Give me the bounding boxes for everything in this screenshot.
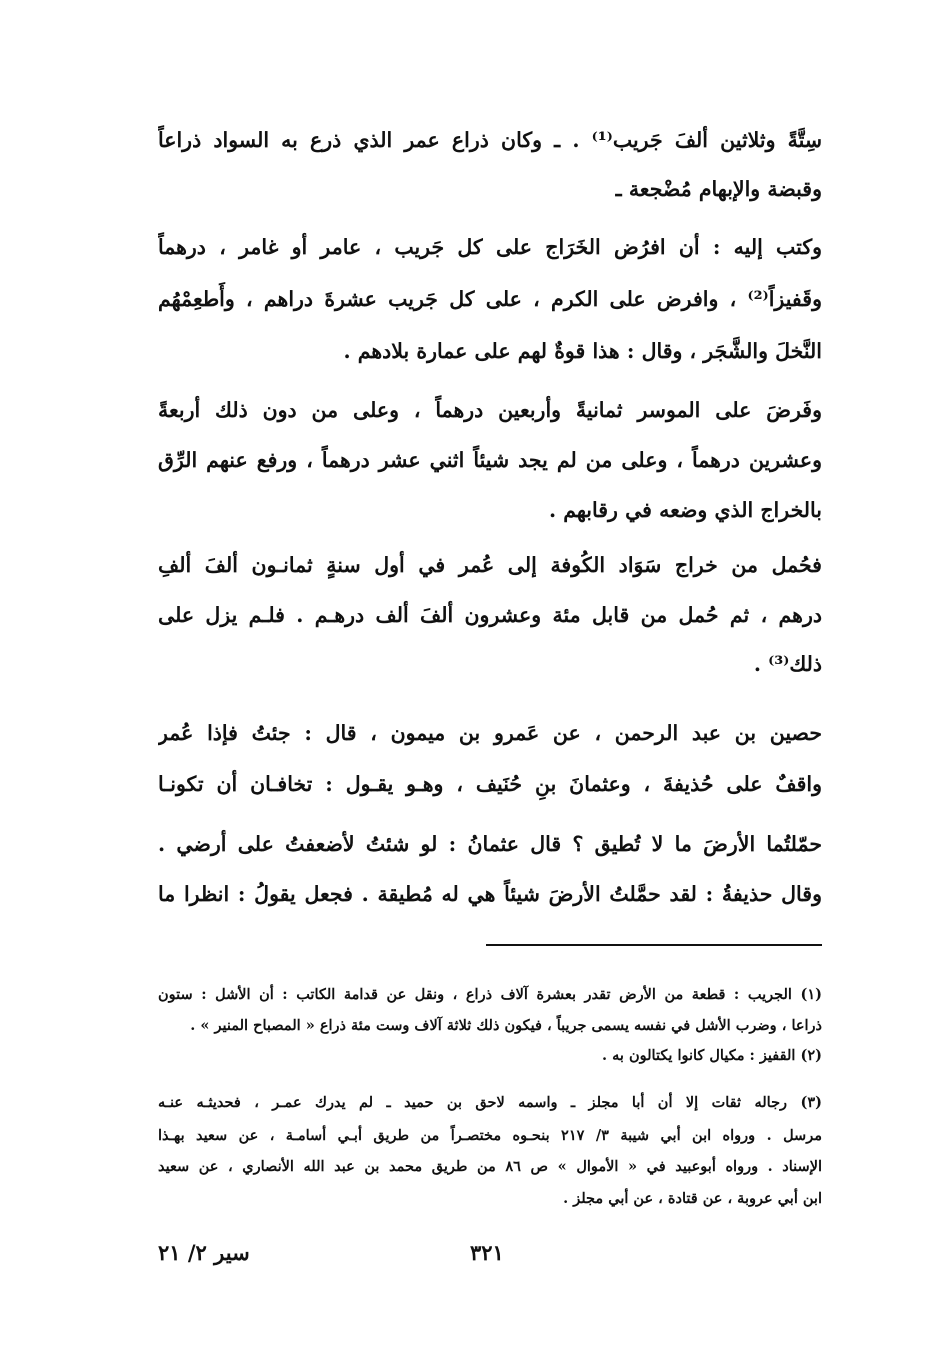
footnote-line: مرسل . ورواه ابن أبي شيبة ٣/ ٢١٧ بنحـوه مختصـراً من طريق أبـي أسامـة ، عن سعيد بهـذا: [158, 1127, 822, 1144]
body-line: وكتب إليه : أن افرُض الخَرَاج على كل جَريب ، عامر أو غامر ، درهماً: [158, 235, 822, 259]
body-line: بالخراج الذي وضعه في رقابهم .: [548, 498, 822, 522]
footnote-line: ابن أبي عروبة ، عن قتادة ، عن أبي مجلز .: [563, 1190, 822, 1207]
body-line: وعشرين درهماً ، وعلى من لم يجد شيئاً اثني عشر درهماً ، ورفع عنهم الرِّق: [158, 448, 822, 472]
footnote-line: (٢) القفيز : مكيال كانوا يكتالون به .: [602, 1047, 822, 1064]
body-line: حمّلتُما الأرضَ ما لا تُطيق ؟ قال عثمانُ : لو شئتُ لأضعفتُ على أرضي .: [158, 832, 822, 856]
body-line: فحُمل من خراج سَوَاد الكُوفة إلى عُمر في أول سنةٍ ثمانـون ألفَ ألفِ: [158, 553, 822, 577]
footnote-line: ذراعا ، وضرب الأشل في نفسه يسمى جريباً ، فيكون ذلك ثلاثة آلاف وست مئة ذراع « المصباح المنير » .: [190, 1017, 822, 1034]
body-line: حصين بن عبد الرحمن ، عن عَمرو بن ميمون ، قال : جئتُ فإذا عُمر: [158, 721, 822, 745]
body-line: وقَفيزاً⁽²⁾ ، وافرض على الكرم ، على كل جَريب عشرةَ دراهم ، وأَطعِمْهُم: [158, 287, 822, 311]
body-line: درهم ، ثم حُمل من قابل مئة وعشرون ألفَ ألف درهـم . فلـم يزل على: [158, 603, 822, 627]
body-line: وفَرضَ على الموسر ثمانيةً وأربعين درهماً ، وعلى من دون ذلك أربعةً: [158, 398, 822, 422]
body-line: النَّخلَ والشَّجَر ، وقال : هذا قوةٌ لهم على عمارة بلادهم .: [343, 339, 822, 363]
signature-mark: سير ٢/ ٢١: [158, 1240, 250, 1265]
footnote-line: (١) الجريب : قطعة من الأرض تقدر بعشرة آلاف ذراع ، ونقل عن قدامة الكاتب : أن الأشل : ستون: [158, 986, 822, 1003]
footnotes: [158, 0, 822, 1372]
page-number: ٣٢١: [470, 1240, 504, 1265]
body-line: سِتَّةً وثلاثين ألفَ جَريب⁽¹⁾ . ـ وكان ذراع عمر الذي ذرع به السواد ذراعاً: [158, 128, 822, 152]
body-line: وقبضة والإبهام مُضْجعة ـ: [615, 177, 822, 201]
body-line: وقال حذيفةُ : لقد حمَّلتُ الأرضَ شيئاً هي له مُطيقة . فجعل يقولُ : انظرا ما: [158, 882, 822, 906]
footnote-line: الإسناد . ورواه أبوعبيد في « الأموال » ص ٨٦ من طريق محمد بن عبد الله الأنصاري ، عن سعيد: [158, 1158, 822, 1175]
footnote-line: (٣) رجاله ثقات إلا أن أبا مجلز ـ واسمه لاحق بن حميد ـ لم يدرك عمـر ، فحديثـه عنـه: [158, 1094, 822, 1111]
body-line: ذلك⁽³⁾ .: [753, 652, 822, 676]
body-line: واقفٌ على حُذيفةَ ، وعثمانَ بنِ حُنَيف ، وهـو يقـول : تخافـان أن تكونـا: [158, 772, 822, 796]
